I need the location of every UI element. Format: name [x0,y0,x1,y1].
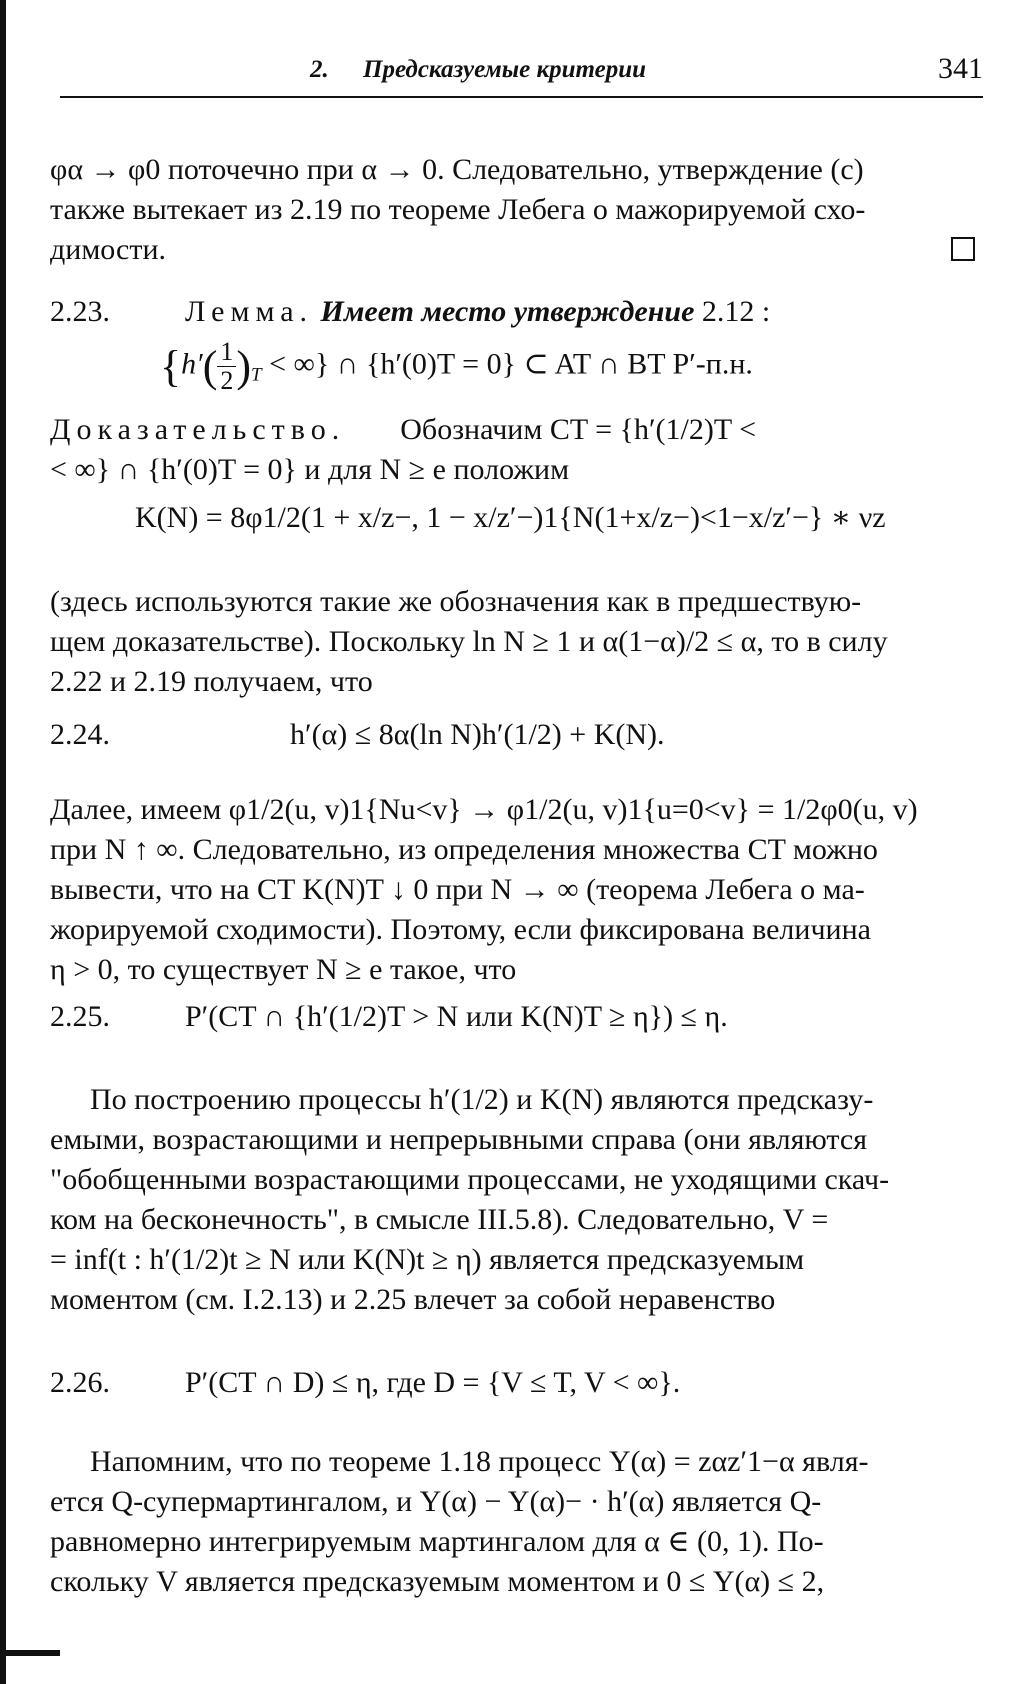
text-line: < ∞} ∩ {h′(0)T = 0} и для N ≥ e положим [50,453,570,486]
text-line: равномерно интегрируемым мартингалом для α ∈ (0, 1). По- [50,1525,824,1558]
text-line: Далее, имеем φ1/2(u, v)1{Nu<v} → φ1/2(u, v)1{u=0<v} = 1/2φ0(u, v) [50,793,918,826]
running-header [310,56,646,84]
eq-label: 2.25. [50,1000,110,1033]
text-line: моментом (см. I.2.13) и 2.25 влечет за собой неравенство [50,1283,776,1316]
header-rule [60,96,983,98]
text-line: вывести, что на CT K(N)T ↓ 0 при N → ∞ (теорема Лебега о ма- [50,873,865,906]
text-line: 2.22 и 2.19 получаем, что [50,665,373,698]
formula-part: h′ [181,347,203,381]
text-line: Напомним, что по теореме 1.18 процесс Y(α) = zαz′1−α явля- [90,1445,869,1478]
text-line: жорируемой сходимости). Поэтому, если фиксирована величина [50,913,871,946]
lemma-ref: 2.12 : [701,295,771,328]
text-line: (здесь используются такие же обозначения как в предшествую- [50,585,862,618]
proof-paragraph [50,410,1000,490]
formula-part: < ∞} ∩ {h′(0)T = 0} ⊂ AT ∩ BT P′-п.н. [269,347,753,381]
paragraph-1 [50,150,1000,270]
lemma-label: 2.23. [50,295,110,328]
section-number: 2. [310,56,329,83]
text-line: По построению процессы h′(1/2) и K(N) являются предсказу- [90,1083,874,1116]
paragraph-3 [50,790,1000,990]
eq-label: 2.26. [50,1366,110,1399]
text-line: также вытекает из 2.19 по теореме Лебега о мажорируемой схо- [50,193,866,226]
page-corner-shadow [0,1650,60,1656]
page-number: 341 [938,52,983,85]
text-line: "обобщенными возрастающими процессами, не уходящими скач- [50,1163,890,1196]
section-title: Предсказуемые критерии [363,56,647,83]
lemma-word: Лемма. [185,295,314,328]
qed-square-icon [951,237,975,261]
proof-word: Доказательство. [50,413,346,446]
paragraph-2 [50,582,1000,702]
text-line: Обозначим CT = {h′(1/2)T < [400,413,757,446]
lemma-heading [50,292,1000,332]
text-line: ется Q-супермартингалом, и Y(α) − Y(α)− · h′(α) является Q- [50,1485,822,1518]
paragraph-4 [50,1080,1000,1320]
kn-formula: K(N) = 8φ1/2(1 + x/z−, 1 − x/z′−)1{N(1+x/z−)<1−x/z′−} ∗ νz [135,501,886,534]
lemma-formula: {h′( $\frac{1}{2}$ )$_T$ < ∞} ∩ {h′(0)T = 0} ⊂ AT ∩ BT P′-п.н. [160,337,753,395]
lemma-text: Имеет место утверждение [320,295,695,328]
text-line: = inf(t : h′(1/2)t ≥ N или K(N)t ≥ η) является предсказуемым [50,1243,805,1276]
text-line: скольку V является предсказуемым моментом и 0 ≤ Y(α) ≤ 2, [50,1565,825,1598]
text-line: емыми, возрастающими и непрерывными справа (они являются [50,1123,868,1156]
text-line: димости. [50,233,167,266]
text-line: φα → φ0 поточечно при α → 0. Следовательно, утверждение (c) [50,153,864,186]
text-line: η > 0, то существует N ≥ e такое, что [50,953,517,986]
eq-2-26: P′(CT ∩ D) ≤ η, где D = {V ≤ T, V < ∞}. [185,1366,681,1399]
eq-2-24: h′(α) ≤ 8α(ln N)h′(1/2) + K(N). [290,718,665,751]
text-line: щем доказательстве). Поскольку ln N ≥ 1 и α(1−α)/2 ≤ α, то в силу [50,625,888,658]
text-line: ком на бесконечность", в смысле III.5.8). Следовательно, V = [50,1203,829,1236]
eq-label: 2.24. [50,718,110,751]
text-line: при N ↑ ∞. Следовательно, из определения множества CT можно [50,833,878,866]
eq-2-25: P′(CT ∩ {h′(1/2)T > N или K(N)T ≥ η}) ≤ η. [185,1000,728,1033]
page-edge-shadow [0,0,6,1684]
paragraph-5 [50,1442,1000,1602]
